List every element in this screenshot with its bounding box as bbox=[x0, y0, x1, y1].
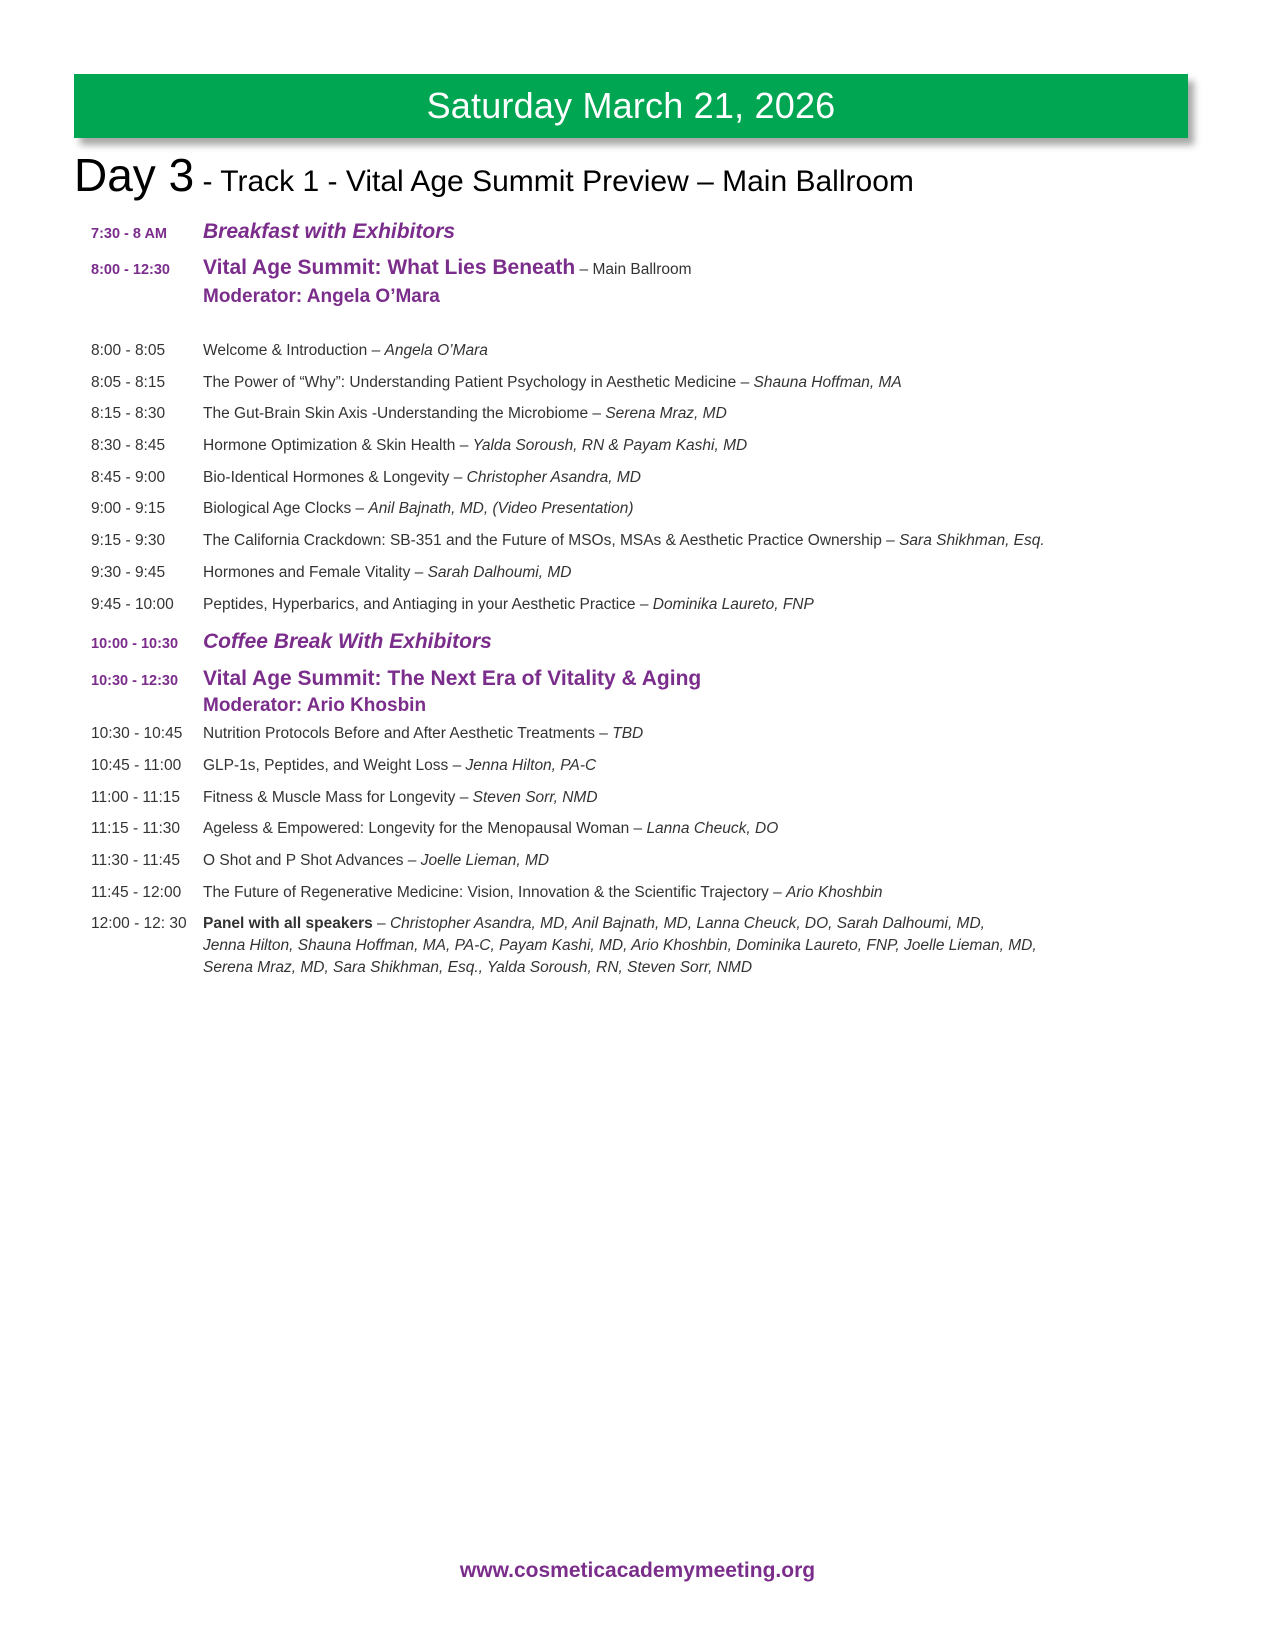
session-moderator: Moderator: Ario Khosbin bbox=[203, 695, 427, 717]
panel-row bbox=[91, 913, 1241, 979]
talk-row bbox=[91, 562, 1241, 594]
talk-title: The Future of Regenerative Medicine: Vision, Innovation & the Scientific Trajectory – bbox=[203, 883, 786, 901]
talk-speaker: Joelle Lieman, MD bbox=[420, 851, 550, 869]
session-location: – Main Ballroom bbox=[575, 261, 692, 278]
panel-time: 12:00 - 12: 30 bbox=[91, 915, 187, 933]
talk-row bbox=[91, 467, 1241, 499]
session-time: 10:30 - 12:30 bbox=[91, 673, 179, 690]
talk-row bbox=[91, 882, 1241, 914]
talk-speaker: Dominika Laureto, FNP bbox=[652, 595, 814, 613]
panel-title: Panel with all speakers bbox=[203, 915, 373, 933]
item-time: 7:30 - 8 AM bbox=[91, 226, 168, 242]
talk-row bbox=[91, 498, 1241, 530]
item-title: Breakfast with Exhibitors bbox=[203, 220, 456, 243]
talk-time: 10:45 - 11:00 bbox=[91, 756, 182, 774]
session-title: Vital Age Summit: The Next Era of Vitality & Aging bbox=[203, 667, 702, 691]
talk-time: 9:30 - 9:45 bbox=[91, 563, 166, 581]
talk-speaker: Angela O’Mara bbox=[384, 342, 488, 359]
talk-row bbox=[91, 530, 1241, 562]
talk-row bbox=[91, 818, 1241, 850]
talk-title: Peptides, Hyperbarics, and Antiaging in your Aesthetic Practice – bbox=[203, 595, 653, 613]
talk-speaker: Lanna Cheuck, DO bbox=[646, 820, 779, 838]
talk-row bbox=[91, 850, 1241, 882]
talk-time: 8:15 - 8:30 bbox=[91, 405, 166, 423]
day-label: Day 3 bbox=[74, 149, 195, 201]
date-banner-text: Saturday March 21, 2026 bbox=[426, 85, 836, 126]
item-time: 10:00 - 10:30 bbox=[91, 636, 179, 653]
talk-title: Hormone Optimization & Skin Health – bbox=[203, 437, 473, 455]
panel-separator: – bbox=[372, 915, 390, 933]
talk-row bbox=[91, 372, 1241, 404]
talk-time: 9:15 - 9:30 bbox=[91, 532, 166, 550]
item-title: Coffee Break With Exhibitors bbox=[203, 630, 492, 654]
talk-speaker: TBD bbox=[612, 725, 644, 743]
talk-title: Biological Age Clocks – bbox=[203, 500, 369, 518]
talk-title: Welcome & Introduction – bbox=[203, 342, 385, 359]
talk-time: 11:45 - 12:00 bbox=[91, 883, 182, 901]
talk-time: 9:45 - 10:00 bbox=[91, 595, 174, 613]
talk-time: 8:05 - 8:15 bbox=[91, 373, 166, 391]
schedule bbox=[91, 218, 1241, 979]
session-header-1 bbox=[91, 254, 1241, 340]
talk-title: The Gut-Brain Skin Axis -Understanding the Microbiome – bbox=[203, 405, 606, 423]
talk-speaker: Serena Mraz, MD bbox=[605, 405, 727, 423]
session-title: Vital Age Summit: What Lies Beneath bbox=[203, 256, 576, 279]
talk-speaker: Ario Khoshbin bbox=[786, 883, 883, 901]
talk-row bbox=[91, 340, 1241, 372]
talk-speaker: Jenna Hilton, PA-C bbox=[465, 756, 597, 774]
talk-title: GLP-1s, Peptides, and Weight Loss – bbox=[203, 756, 466, 774]
footer-url[interactable]: www.cosmeticacademymeeting.org bbox=[459, 1559, 816, 1582]
talk-title: The Power of “Why”: Understanding Patient Psychology in Aesthetic Medicine – bbox=[203, 373, 754, 391]
talk-speaker: Shauna Hoffman, MA bbox=[753, 373, 902, 391]
talk-time: 8:30 - 8:45 bbox=[91, 437, 166, 455]
panel-speakers-line: Jenna Hilton, Shauna Hoffman, MA, PA-C, Payam Kashi, MD, Ario Khoshbin, Dominika Laureto, FNP, Joelle Lieman, MD, bbox=[203, 937, 1037, 955]
day-subtitle: - Track 1 - Vital Age Summit Preview – Main Ballroom bbox=[194, 165, 914, 198]
date-banner bbox=[74, 74, 1188, 138]
talk-time: 8:45 - 9:00 bbox=[91, 468, 166, 486]
talk-title: Hormones and Female Vitality – bbox=[203, 563, 428, 581]
talk-time: 11:00 - 11:15 bbox=[91, 788, 181, 806]
talk-row bbox=[91, 435, 1241, 467]
talk-speaker: Sarah Dalhoumi, MD bbox=[427, 563, 572, 581]
talk-row bbox=[91, 723, 1241, 755]
day-title bbox=[74, 148, 1224, 202]
talk-title: Nutrition Protocols Before and After Aesthetic Treatments – bbox=[203, 725, 613, 743]
schedule-item-coffee bbox=[91, 628, 1241, 665]
session-header-2 bbox=[91, 665, 1241, 723]
session-time: 8:00 - 12:30 bbox=[91, 262, 170, 278]
panel-speakers-line: Serena Mraz, MD, Sara Shikhman, Esq., Yalda Soroush, RN, Steven Sorr, NMD bbox=[203, 959, 753, 977]
talk-row bbox=[91, 787, 1241, 819]
talk-time: 10:30 - 10:45 bbox=[91, 725, 183, 743]
talk-speaker: Steven Sorr, NMD bbox=[472, 788, 598, 806]
talk-title: The California Crackdown: SB-351 and the Future of MSOs, MSAs & Aesthetic Practice Ownership – bbox=[203, 532, 900, 550]
talk-speaker: Christopher Asandra, MD bbox=[466, 468, 641, 486]
talk-title: Bio-Identical Hormones & Longevity – bbox=[203, 468, 467, 486]
talk-time: 9:00 - 9:15 bbox=[91, 500, 166, 518]
talk-title: O Shot and P Shot Advances – bbox=[203, 851, 421, 869]
talk-speaker: Anil Bajnath, MD, (Video Presentation) bbox=[368, 500, 634, 518]
panel-speakers-line: Christopher Asandra, MD, Anil Bajnath, MD, Lanna Cheuck, DO, Sarah Dalhoumi, MD, bbox=[389, 915, 985, 933]
talk-row bbox=[91, 403, 1241, 435]
talk-row bbox=[91, 594, 1241, 626]
session-moderator: Moderator: Angela O’Mara bbox=[203, 286, 440, 307]
talk-time: 8:00 - 8:05 bbox=[91, 342, 166, 359]
talk-row bbox=[91, 755, 1241, 787]
schedule-item-breakfast bbox=[91, 218, 1241, 254]
talk-time: 11:15 - 11:30 bbox=[91, 820, 181, 838]
talk-time: 11:30 - 11:45 bbox=[91, 851, 181, 869]
talk-title: Ageless & Empowered: Longevity for the Menopausal Woman – bbox=[203, 820, 647, 838]
talk-title: Fitness & Muscle Mass for Longevity – bbox=[203, 788, 473, 806]
talk-speaker: Sara Shikhman, Esq. bbox=[899, 532, 1045, 550]
talk-speaker: Yalda Soroush, RN & Payam Kashi, MD bbox=[472, 437, 748, 455]
